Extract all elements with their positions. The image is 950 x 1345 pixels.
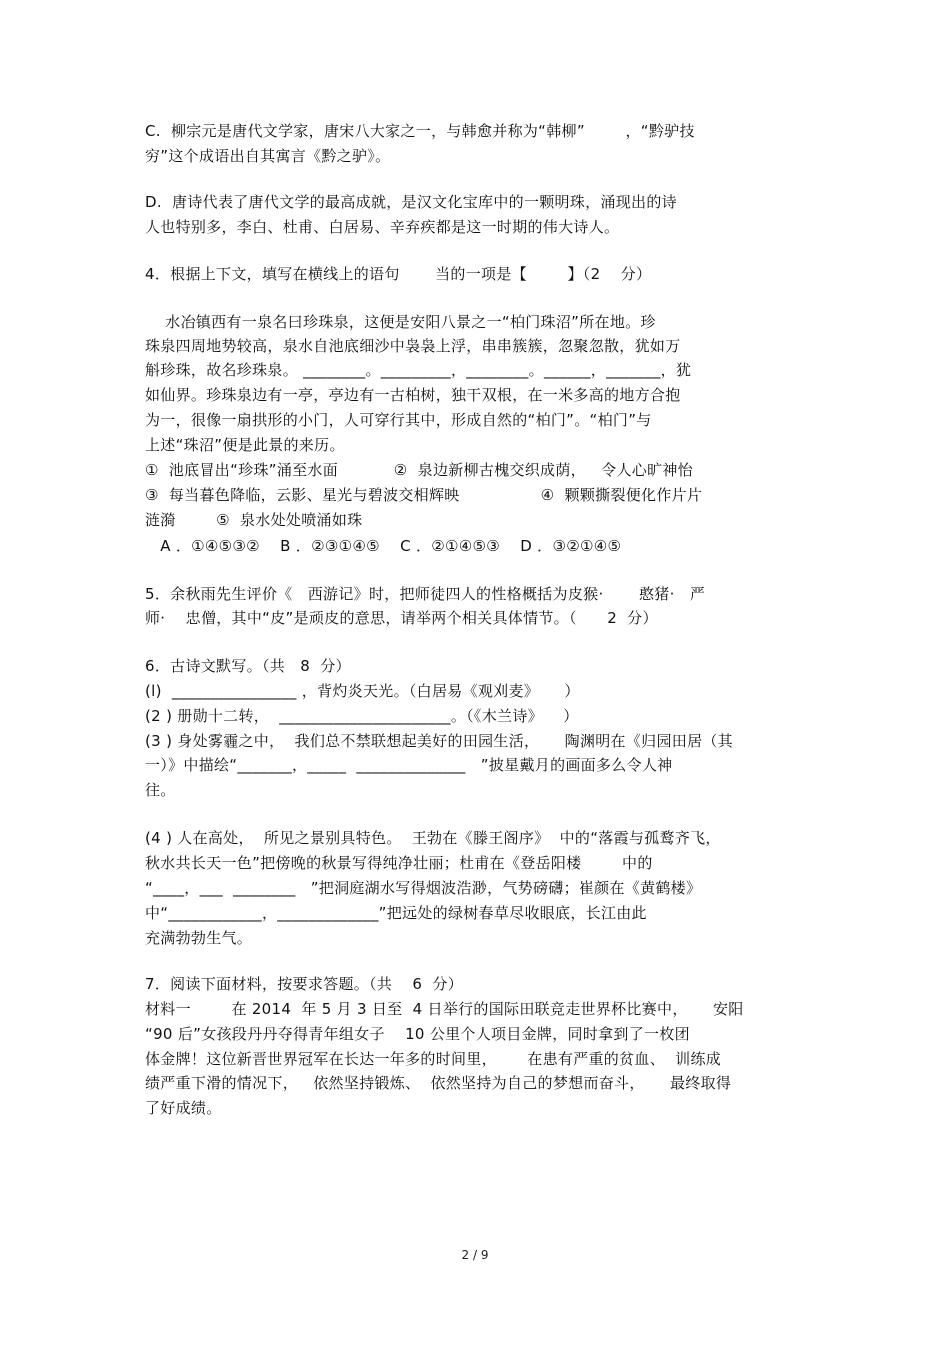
material-line-2: “90 后”女孩段丹丹夺得青年组女子 10 公里个人项目金牌，同时拿到了一枚团 bbox=[145, 1025, 690, 1043]
question-4-heading: 4．根据上下文，填写在横线上的语句 当的一项是【 】（2 分） bbox=[145, 265, 652, 283]
page-number: 2 / 9 bbox=[461, 1248, 489, 1262]
question-6-part-4-line-3: “____，___ ________ ”把洞庭湖水写得烟波浩渺，气势磅礴；崔颜在《黄鹤楼》 bbox=[145, 879, 702, 897]
passage-line-6: 上述“珠沼”便是此景的来历。 bbox=[145, 436, 345, 454]
question-5-line-1: 5．余秋雨先生评价《 西游记》时，把师徒四人的性格概括为皮猴· 憨猪· 严 bbox=[145, 585, 706, 603]
question-6-part-4-line-2: 秋水共长天一色”把傍晚的秋景写得纯净壮丽；杜甫在《登岳阳楼 中的 bbox=[145, 854, 653, 872]
question-6-part-4-line-4: 中“____________，_____________”把远处的绿树春草尽收眼底，长江由此 bbox=[145, 904, 647, 922]
sentence-options-line-2: ③ 每当暮色降临，云影、星光与碧波交相辉映 ④ 颗颗撕裂便化作片片 bbox=[145, 486, 703, 504]
passage-line-3: 斛珍珠，故名珍珠泉。 ________。_________，________。______，_______，犹 bbox=[145, 361, 692, 379]
material-line-4: 绩严重下滑的情况下， 依然坚持锻炼、 依然坚持为自己的梦想而奋斗， 最终取得 bbox=[145, 1074, 732, 1092]
question-5-line-2: 师· 忠僧，其中“皮”是顽皮的意思，请举两个相关具体情节。（ 2 分） bbox=[145, 609, 658, 627]
passage-line-5: 为一，很像一扇拱形的小门，人可穿行其中，形成自然的“柏门”。“柏门”与 bbox=[145, 411, 652, 429]
passage-line-1: 水冶镇西有一泉名曰珍珠泉，这便是安阳八景之一“柏门珠沼”所在地。珍 bbox=[145, 313, 656, 331]
option-d-line-2: 人也特别多，李白、杜甫、白居易、辛弃疾都是这一时期的伟大诗人。 bbox=[145, 218, 620, 236]
sentence-options-line-3: 涟漪 ⑤ 泉水处处喷涌如珠 bbox=[145, 511, 363, 529]
question-6-heading: 6．古诗文默写。（共 8 分） bbox=[145, 657, 351, 675]
answer-choices: A ．①④⑤③② B ．②③①④⑤ C ．②①④⑤③ D ．③②①④⑤ bbox=[145, 537, 622, 555]
question-7-heading: 7．阅读下面材料，按要求答题。（共 6 分） bbox=[145, 975, 463, 993]
question-6-part-3-line-2: 一）》中描绘“_______，_____ ______________ ”披星戴月的画面多么令人神 bbox=[145, 756, 673, 774]
question-6-part-2: (2 ) 册勋十二转， ______________________。（《木兰诗》 ） bbox=[145, 707, 579, 725]
question-6-part-4-line-5: 充满勃勃生气。 bbox=[145, 929, 253, 947]
option-c-line-1: C. 柳宗元是唐代文学家，唐宋八大家之一，与韩愈并称为“韩柳” ，“黔驴技 bbox=[145, 122, 695, 140]
question-6-part-3-line-3: 往。 bbox=[145, 781, 176, 799]
option-c-line-2: 穷”这个成语出自其寓言《黔之驴》。 bbox=[145, 147, 391, 165]
material-line-1: 材料一 在 2014 年 5 月 3 日至 4 日举行的国际田联竞走世界杯比赛中， 安阳 bbox=[145, 1000, 744, 1018]
option-d-line-1: D. 唐诗代表了唐代文学的最高成就，是汉文化宝库中的一颗明珠，涌现出的诗 bbox=[145, 193, 677, 211]
passage-line-4: 如仙界。珍珠泉边有一亭，亭边有一古柏树，独干双根，在一米多高的地方合抱 bbox=[145, 386, 681, 404]
question-6-part-1: (l) ________________ ，背灼炎天光。（白居易《观刈麦》 ） bbox=[145, 682, 580, 700]
sentence-options-line-1: ① 池底冒出“珍珠”涌至水面 ② 泉边新柳古槐交织成荫， 令人心旷神怡 bbox=[145, 461, 693, 479]
material-line-5: 了好成绩。 bbox=[145, 1099, 222, 1117]
question-6-part-4-line-1: (4 ) 人在高处， 所见之景别具特色。 王勃在《滕王阁序》 中的“落霞与孤鹜齐飞， bbox=[145, 829, 721, 847]
passage-line-2: 珠泉四周地势较高，泉水自池底细沙中袅袅上浮，串串簇簇，忽聚忽散，犹如万 bbox=[145, 337, 681, 355]
material-line-3: 体金牌！这位新晋世界冠军在长达一年多的时间里， 在患有严重的贫血、 训练成 bbox=[145, 1050, 722, 1068]
question-6-part-3-line-1: (3 ) 身处雾霾之中， 我们总不禁联想起美好的田园生活， 陶渊明在《归园田居（其 bbox=[145, 732, 733, 750]
